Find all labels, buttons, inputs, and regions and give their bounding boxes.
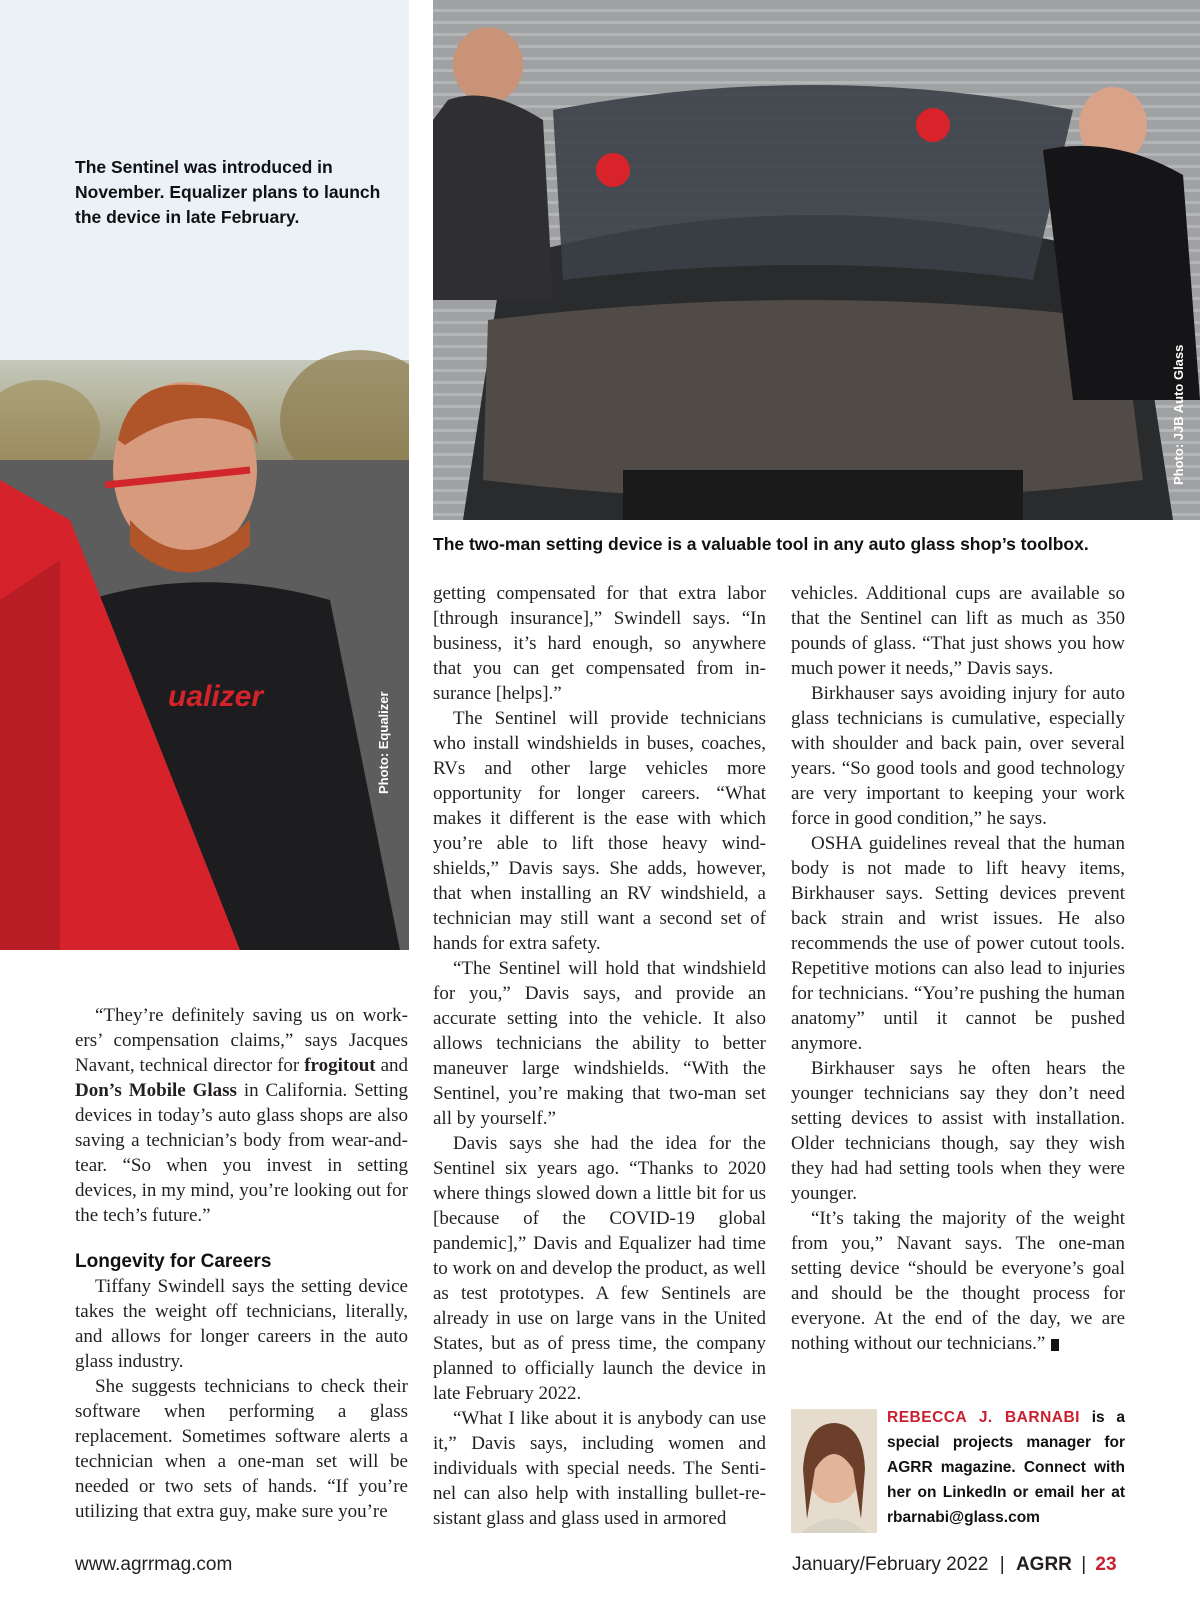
col3-paragraph-5: “It’s taking the majority of the weight from you,” Navant says. The one-man setting device “should be everyone’s goal and should be the thought process for everyone. At the end of the day, we are nothing without our technicians.” [791, 1208, 1125, 1354]
col2-paragraph-5: “What I like about it is anybody can use it,” Davis says, including women and individuals with special needs. The Sentinel can also help with installing bullet-resistant glass and glass used in armored [433, 1408, 766, 1529]
left-photo-caption: The Sentinel was introduced in November. Equalizer plans to launch the device in late February. [75, 157, 381, 227]
shirt-logo-text: ualizer [168, 680, 264, 713]
right-photo-caption: The two-man setting device is a valuable tool in any auto glass shop’s toolbox. [433, 534, 1089, 554]
author-name: REBECCA J. BARNABI [887, 1409, 1080, 1426]
left-photo-credit: Photo: Equalizer [376, 691, 391, 794]
author-photo [791, 1409, 877, 1533]
subhead-longevity: Longevity for Careers [75, 1251, 272, 1272]
footer-separator-2: | [1081, 1554, 1087, 1575]
author-bio-text: is a special projects manager for AGRR magazine. Connect with her on LinkedIn or email her at rbarnabi@glass.com [887, 1409, 1125, 1526]
right-photo [433, 0, 1200, 520]
right-photo-credit: Photo: JJB Auto Glass [1171, 344, 1186, 485]
end-of-article-icon [1051, 1339, 1059, 1351]
footer-magazine: AGRR [1015, 1554, 1072, 1575]
article-column-1 [75, 1003, 408, 1524]
brand-dons-mobile-glass: Don’s Mobile Glass [75, 1080, 237, 1101]
col1-paragraph-3: She suggests technicians to check their software when performing a glass replacement. Sometimes software alerts a technician when a one-man set will be needed or two sets of hands. “If you’re utilizing that extra guy, make sure you’re [75, 1376, 408, 1522]
footer-website: www.agrrmag.com [75, 1554, 233, 1575]
col3-paragraph-4: Birkhauser says he often hears the younger technicians say they don’t need setting devices to assist with installation. Older technicians though, say they wish they had had setting tools when they were younger. [791, 1058, 1125, 1204]
left-photo [0, 0, 409, 950]
article-column-2 [433, 581, 766, 1531]
col1-paragraph-1: “They’re definitely saving us on workers’ compensation claims,” says Jacques Navant, technical director for frogitout and Don’s Mobile Glass in California. Setting devices in today’s auto glass shops are also saving a technician’s body from wear-and-tear. “So when you invest in setting devices, in my mind, you’re looking out for the tech’s future.” [75, 1005, 409, 1226]
col2-paragraph-4: Davis says she had the idea for the Sentinel six years ago. “Thanks to 2020 where things slowed down a little bit for us [because of the COVID-19 global pandemic],” Davis and Equalizer had time to work on and develop the product, as well as test prototypes. A few Sentinels are already in use on large vans in the United States, but as of press time, the company planned to officially launch the device in late February 2022. [433, 1133, 766, 1404]
article-column-3 [791, 581, 1125, 1356]
footer-issue-info [792, 1554, 1117, 1576]
col3-paragraph-2: Birkhauser says avoiding injury for auto glass technicians is cumulative, especially with shoulder and back pain, over several years. “So good tools and good technology are very important to keeping your work force in good condition,” he says. [791, 683, 1125, 829]
col2-paragraph-1: getting compensated for that extra labor [through insurance],” Swindell says. “In business, it’s hard enough, so anywhere that you can get compensated from insurance [helps].” [433, 583, 766, 704]
col2-paragraph-3: “The Sentinel will hold that windshield for you,” Davis says, and provide an accurate setting into the vehicle. It also allows technicians the ability to better maneuver large windshields. “With the Sentinel, you’re making that two-man set all by yourself.” [433, 958, 766, 1129]
windshield-photo-illustration [433, 0, 1200, 520]
col3-paragraph-3: OSHA guidelines reveal that the human body is not made to lift heavy items, Birkhauser says. Setting devices prevent back strain and wrist issues. He also recommends the use of power cutout tools. Repetitive motions can also lead to injuries for technicians. “You’re pushing the human anatomy” until it cannot be pushed anymore. [791, 833, 1125, 1054]
col1-paragraph-2: Tiffany Swindell says the setting device takes the weight off technicians, literally, and allows for longer careers in the auto glass industry. [75, 1276, 408, 1372]
equalizer-photo-illustration [0, 0, 409, 950]
col3-paragraph-1: vehicles. Additional cups are available so that the Sentinel can lift as much as 350 pounds of glass. “That just shows you how much power it needs,” Davis says. [791, 583, 1125, 679]
author-portrait-illustration [791, 1409, 877, 1533]
author-bio [887, 1405, 1125, 1530]
col2-paragraph-2: The Sentinel will provide technicians who install windshields in buses, coaches, RVs and other large vehicles more opportunity for longer careers. “What makes it different is the ease with which you’re able to lift those heavy windshields,” Davis says. She adds, however, that when installing an RV windshield, a technician may still want a second set of hands for extra safety. [433, 708, 766, 954]
page-number: 23 [1095, 1554, 1117, 1575]
footer-issue-date: January/February 2022 [792, 1554, 989, 1575]
footer-separator: | [999, 1554, 1005, 1575]
brand-frogitout: frogitout [304, 1055, 376, 1076]
